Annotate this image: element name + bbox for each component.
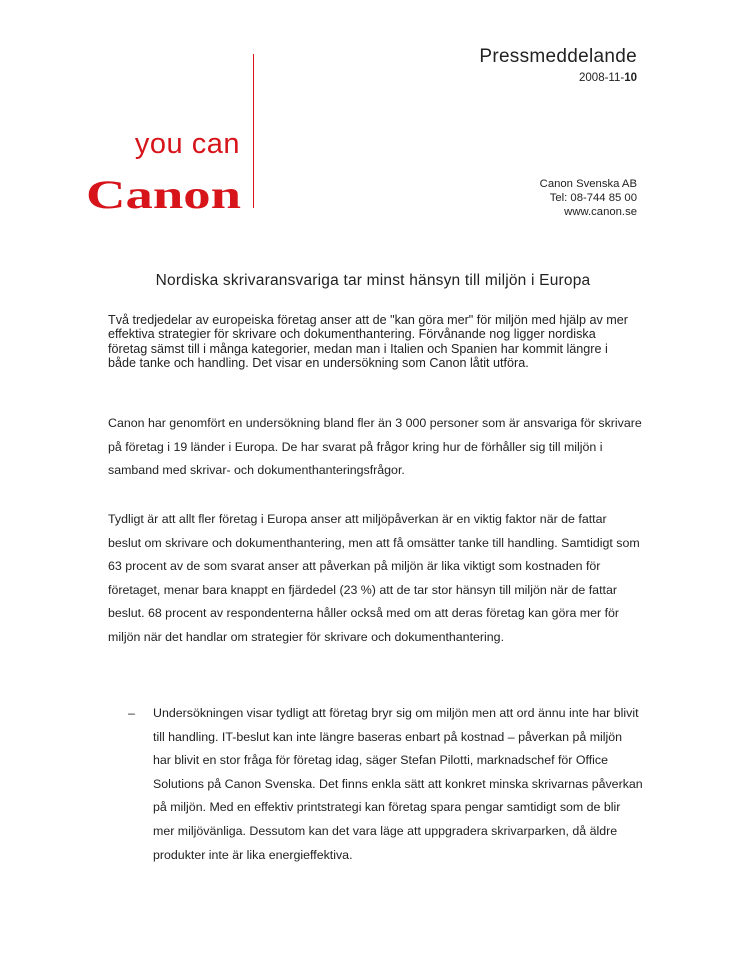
canon-logo-text: Canon [86, 174, 241, 214]
article-paragraph-2: Tydligt är att allt fler företag i Europa anser att miljöpåverkan är en viktig faktor när de fattar beslut om skrivare och dokumenthantering, men att få omsätter tanke till handling. Samtidigt som 63 procent av de som svarat anser att påverkan på miljön är lika viktigt som kostnaden för företaget, menar bara knappt en fjärdedel (23 %) att de tar stor hänsyn till miljön när de fattar beslut. 68 procent av respondenterna håller också med om att deras företag kan göra mer för miljön när det handlar om strategier för skrivare och dokumenthantering. [108, 512, 640, 644]
article-paragraph-1: Canon har genomfört en undersökning bland fler än 3 000 personer som är ansvariga för skrivare på företag i 19 länder i Europa. De har svarat på frågor kring hur de förhåller sig till miljön i samband med skrivar- och dokumenthanteringsfrågor. [108, 416, 642, 478]
quote-text: Undersökningen visar tydligt att företag bryr sig om miljön men att ord ännu inte har blivit till handling. IT-beslut kan inte längre baseras enbart på kostnad – påverkan på miljön har blivit en stor fråga för företag idag, säger Stefan Pilotti, marknadschef för Office Solutions på Canon Svenska. Det finns enkla sätt att konkret minska skrivarnas påverkan på miljön. Med en effektiv printstrategi kan företag spara pengar samtidigt som de blir mer miljövänliga. Dessutom kan det vara läge att uppgradera skrivarparken, då äldre produkter inte är lika energieffektiva. [153, 706, 643, 862]
contact-web: www.canon.se [564, 206, 637, 218]
brand-tagline: you can [134, 128, 240, 160]
date-prefix: 2008-11- [579, 72, 625, 84]
article-headline: Nordiska skrivaransvariga tar minst hänsyn till miljön i Europa [155, 272, 591, 289]
article-lead: Två tredjedelar av europeiska företag anser att de "kan göra mer" för miljön med hjälp av mer effektiva strategier för skrivare och dokumenthantering. Förvånande nog ligger nordiska företag sämst till i många kategorier, medan man i Italien och Spanien har kommit längre i både tanke och handling. Det visar en undersökning som Canon låtit utföra. [108, 313, 628, 370]
header-divider [253, 54, 254, 208]
canon-logo [86, 174, 241, 214]
contact-company: Canon Svenska AB [539, 178, 637, 190]
contact-block [540, 177, 637, 219]
quote-dash: – [128, 706, 135, 720]
document-type: Pressmeddelande [479, 46, 637, 67]
contact-phone: Tel: 08-744 85 00 [549, 192, 637, 204]
document-date [579, 72, 637, 84]
date-day: 10 [624, 72, 637, 84]
quote-list-item [128, 702, 643, 867]
